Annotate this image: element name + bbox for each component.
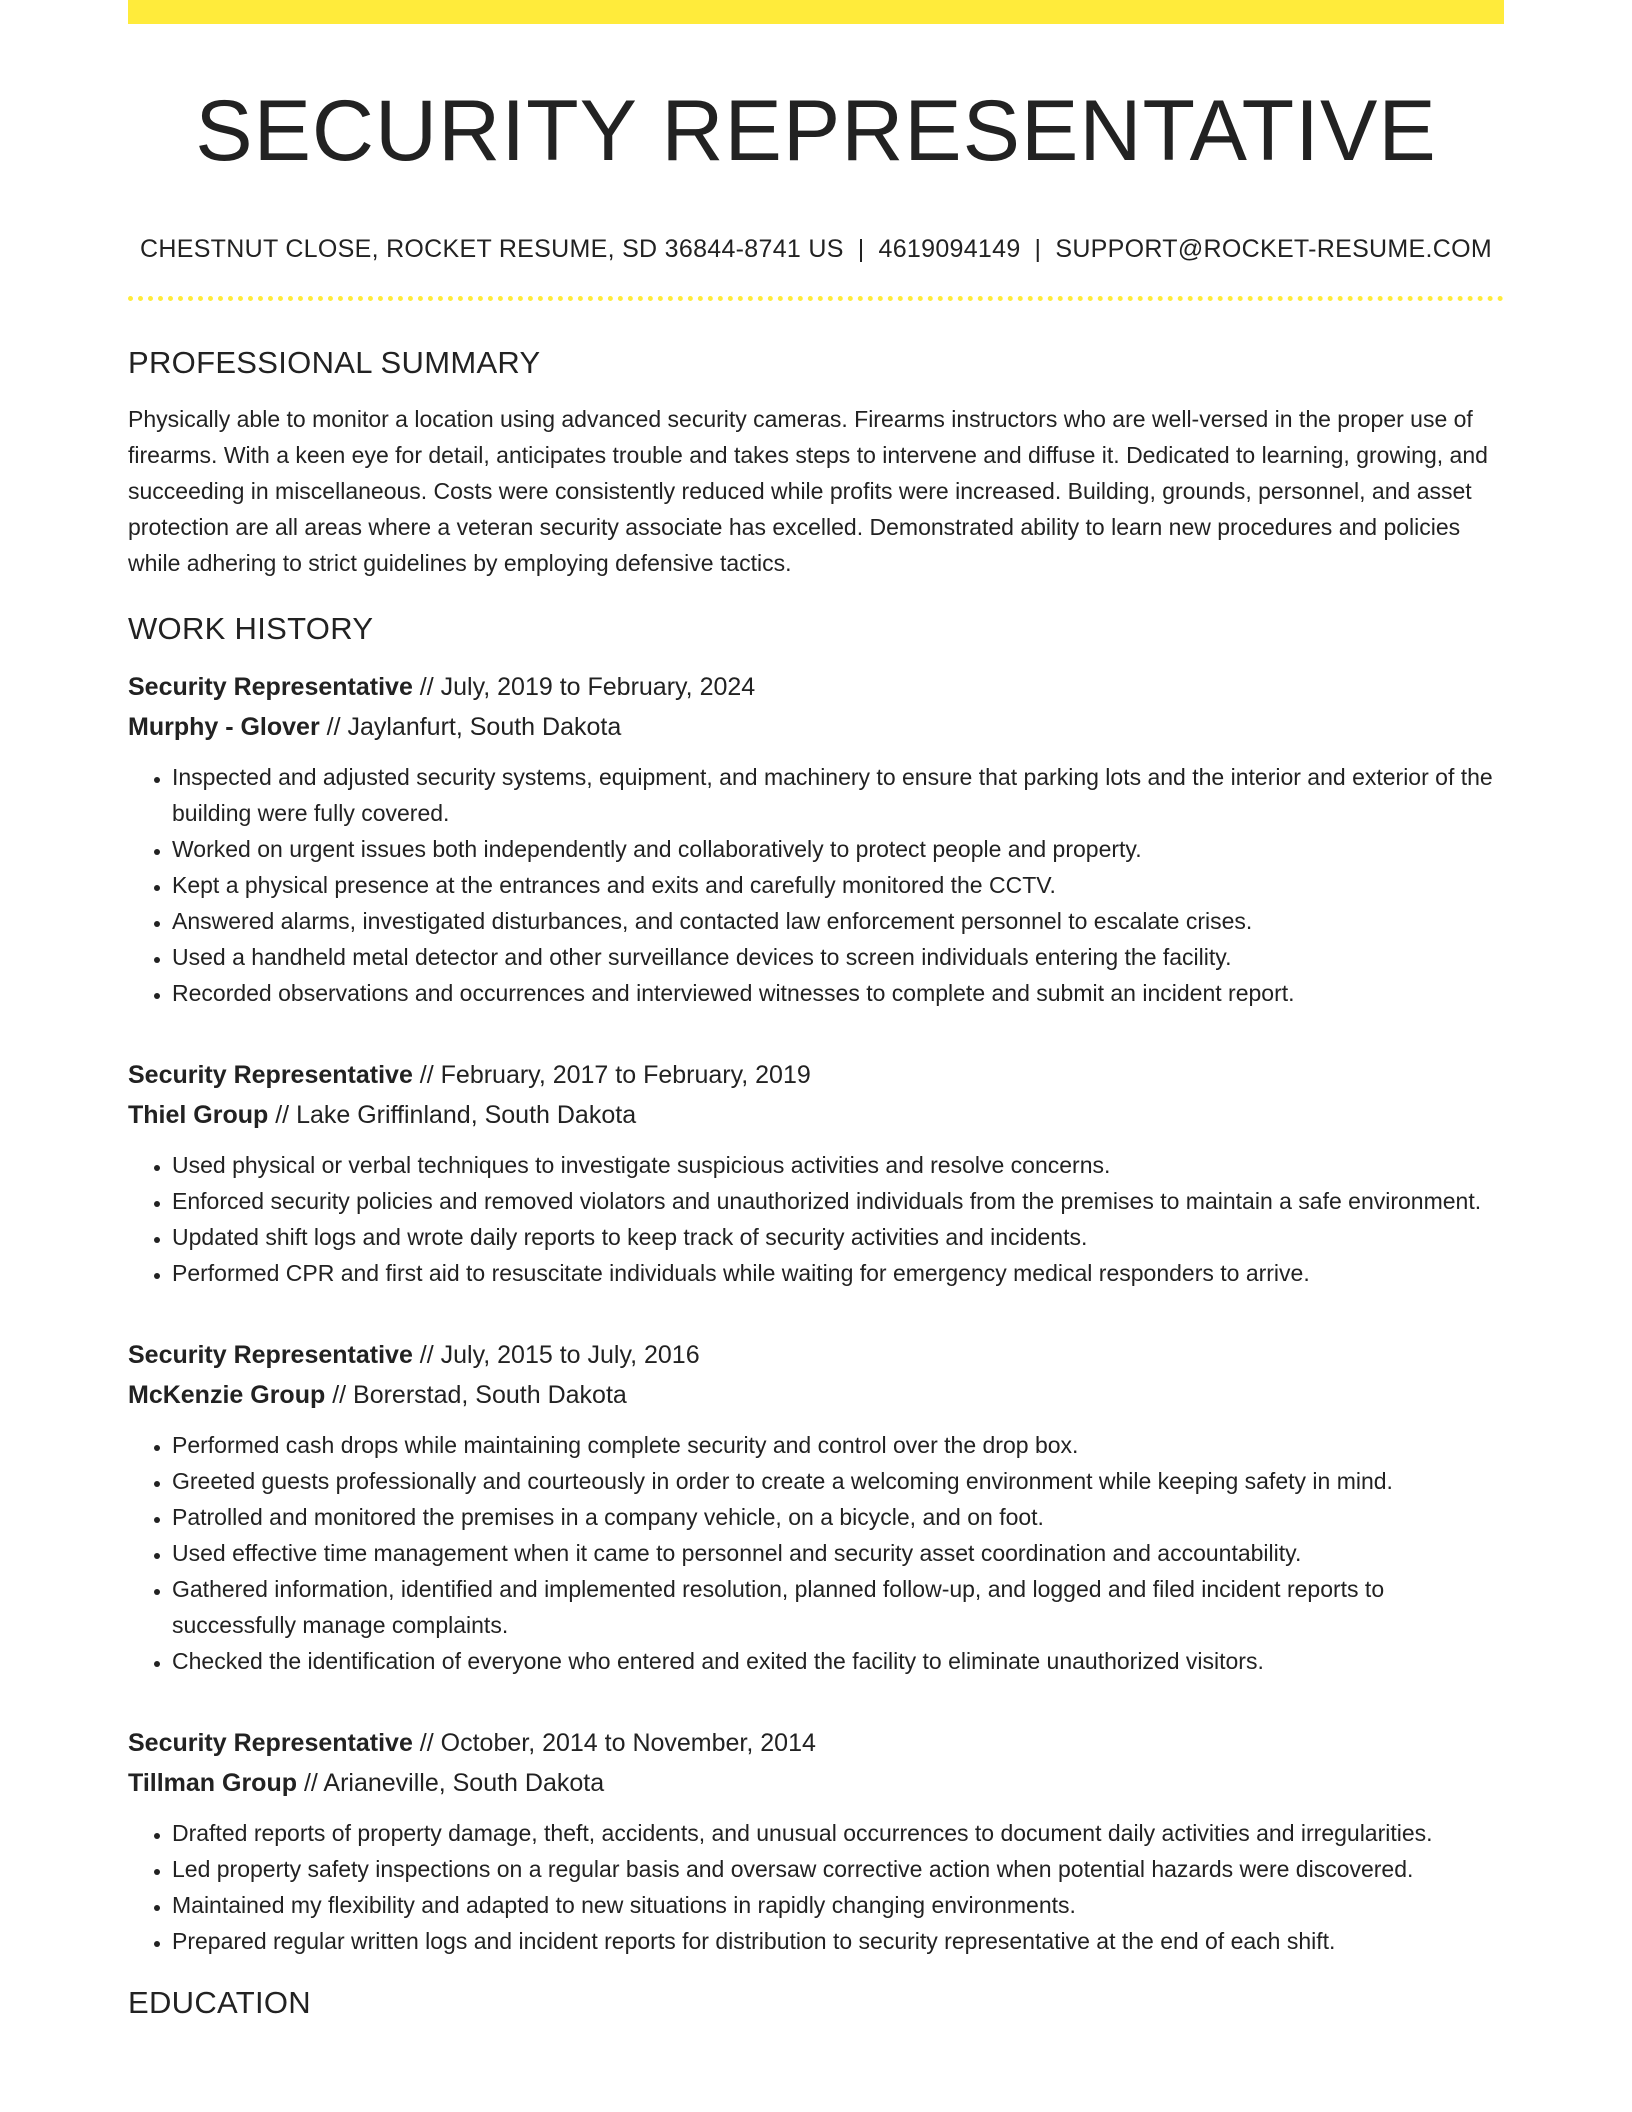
job-bullet: • Used physical or verbal techniques to investigate suspicious activities and resolve concerns. xyxy=(172,1147,1504,1183)
job-title-line xyxy=(128,667,1504,707)
job-bullet: • Worked on urgent issues both independently and collaboratively to protect people and property. xyxy=(172,831,1504,867)
job-location: // Jaylanfurt, South Dakota xyxy=(319,712,622,741)
education-heading: EDUCATION xyxy=(128,1984,311,2020)
job-company-line xyxy=(128,707,1504,747)
accent-bar xyxy=(128,0,1504,24)
job-company: McKenzie Group xyxy=(128,1380,326,1409)
job-bullet: • Led property safety inspections on a regular basis and oversaw corrective action when potential hazards were discovered. xyxy=(172,1851,1504,1887)
job-dates: // July, 2015 to July, 2016 xyxy=(412,1340,700,1369)
job-role: Security Representative xyxy=(128,1728,413,1757)
job-location: // Arianeville, South Dakota xyxy=(297,1768,605,1797)
job-bullet: • Maintained my flexibility and adapted to new situations in rapidly changing environments. xyxy=(172,1887,1504,1923)
job-bullet-list xyxy=(128,1427,1504,1679)
job-company-line xyxy=(128,1763,1504,1803)
job-bullet: • Inspected and adjusted security systems, equipment, and machinery to ensure that parking lots and the interior and exterior of the building were fully covered. xyxy=(172,759,1504,831)
job-bullet: • Used effective time management when it came to personnel and security asset coordination and accountability. xyxy=(172,1535,1504,1571)
summary-text: Physically able to monitor a location using advanced security cameras. Firearms instructors who are well-versed in the proper use of firearms. With a keen eye for detail, anticipates trouble and takes steps to intervene and diffuse it. Dedicated to learning, growing, and succeeding in miscellaneous. Costs were consistently reduced while profits were increased. Building, grounds, personnel, and asset protection are all areas where a veteran security associate has excelled. Demonstrated ability to learn new procedures and policies while adhering to strict guidelines by employing defensive tactics. xyxy=(128,405,1488,576)
resume-page xyxy=(128,0,1504,2041)
dotted-divider xyxy=(128,296,1504,301)
job-bullet: • Answered alarms, investigated disturbances, and contacted law enforcement personnel to escalate crises. xyxy=(172,903,1504,939)
contact-line xyxy=(128,235,1504,264)
job-entry xyxy=(128,1723,1504,1959)
job-role: Security Representative xyxy=(128,672,413,701)
job-entry xyxy=(128,1335,1504,1679)
job-bullet-list xyxy=(128,1147,1504,1291)
summary-heading: PROFESSIONAL SUMMARY xyxy=(128,344,541,380)
job-bullet: • Kept a physical presence at the entrances and exits and carefully monitored the CCTV. xyxy=(172,867,1504,903)
job-bullet: • Updated shift logs and wrote daily reports to keep track of security activities and incidents. xyxy=(172,1219,1504,1255)
job-bullet: • Patrolled and monitored the premises in a company vehicle, on a bicycle, and on foot. xyxy=(172,1499,1504,1535)
job-bullet: • Prepared regular written logs and incident reports for distribution to security representative at the end of each shift. xyxy=(172,1923,1504,1959)
job-bullet: • Enforced security policies and removed violators and unauthorized individuals from the premises to maintain a safe environment. xyxy=(172,1183,1504,1219)
job-bullet: • Recorded observations and occurrences and interviewed witnesses to complete and submit an incident report. xyxy=(172,975,1504,1011)
job-company: Thiel Group xyxy=(128,1100,269,1129)
job-title-line xyxy=(128,1335,1504,1375)
job-bullet: • Performed cash drops while maintaining complete security and control over the drop box. xyxy=(172,1427,1504,1463)
job-company: Murphy - Glover xyxy=(128,712,320,741)
job-entry xyxy=(128,667,1504,1011)
job-bullet-list xyxy=(128,759,1504,1011)
contact-separator: | xyxy=(1034,234,1042,263)
contact-email: SUPPORT@ROCKET-RESUME.COM xyxy=(1055,234,1492,263)
job-company-line xyxy=(128,1375,1504,1415)
job-bullet: • Performed CPR and first aid to resuscitate individuals while waiting for emergency medical responders to arrive. xyxy=(172,1255,1504,1291)
job-dates: // October, 2014 to November, 2014 xyxy=(412,1728,816,1757)
job-role: Security Representative xyxy=(128,1060,413,1089)
job-bullet: • Checked the identification of everyone who entered and exited the facility to eliminate unauthorized visitors. xyxy=(172,1643,1504,1679)
job-bullet: • Gathered information, identified and implemented resolution, planned follow-up, and logged and filed incident reports to successfully manage complaints. xyxy=(172,1571,1504,1643)
contact-address: CHESTNUT CLOSE, ROCKET RESUME, SD 36844-8741 US xyxy=(140,234,844,263)
job-dates: // February, 2017 to February, 2019 xyxy=(412,1060,811,1089)
job-company-line xyxy=(128,1095,1504,1135)
job-bullet-list xyxy=(128,1815,1504,1959)
contact-separator: | xyxy=(857,234,865,263)
job-bullet: • Greeted guests professionally and courteously in order to create a welcoming environment while keeping safety in mind. xyxy=(172,1463,1504,1499)
contact-phone: 4619094149 xyxy=(878,234,1021,263)
job-bullet: • Used a handheld metal detector and other surveillance devices to screen individuals entering the facility. xyxy=(172,939,1504,975)
job-role: Security Representative xyxy=(128,1340,413,1369)
job-location: // Borerstad, South Dakota xyxy=(325,1380,627,1409)
work-history-list xyxy=(128,667,1504,1959)
work-history-heading: WORK HISTORY xyxy=(128,610,374,646)
job-bullet: • Drafted reports of property damage, theft, accidents, and unusual occurrences to document daily activities and irregularities. xyxy=(172,1815,1504,1851)
job-location: // Lake Griffinland, South Dakota xyxy=(268,1100,637,1129)
job-company: Tillman Group xyxy=(128,1768,297,1797)
resume-name: SECURITY REPRESENTATIVE xyxy=(195,83,1437,179)
job-title-line xyxy=(128,1723,1504,1763)
job-entry xyxy=(128,1055,1504,1291)
job-dates: // July, 2019 to February, 2024 xyxy=(412,672,756,701)
job-title-line xyxy=(128,1055,1504,1095)
